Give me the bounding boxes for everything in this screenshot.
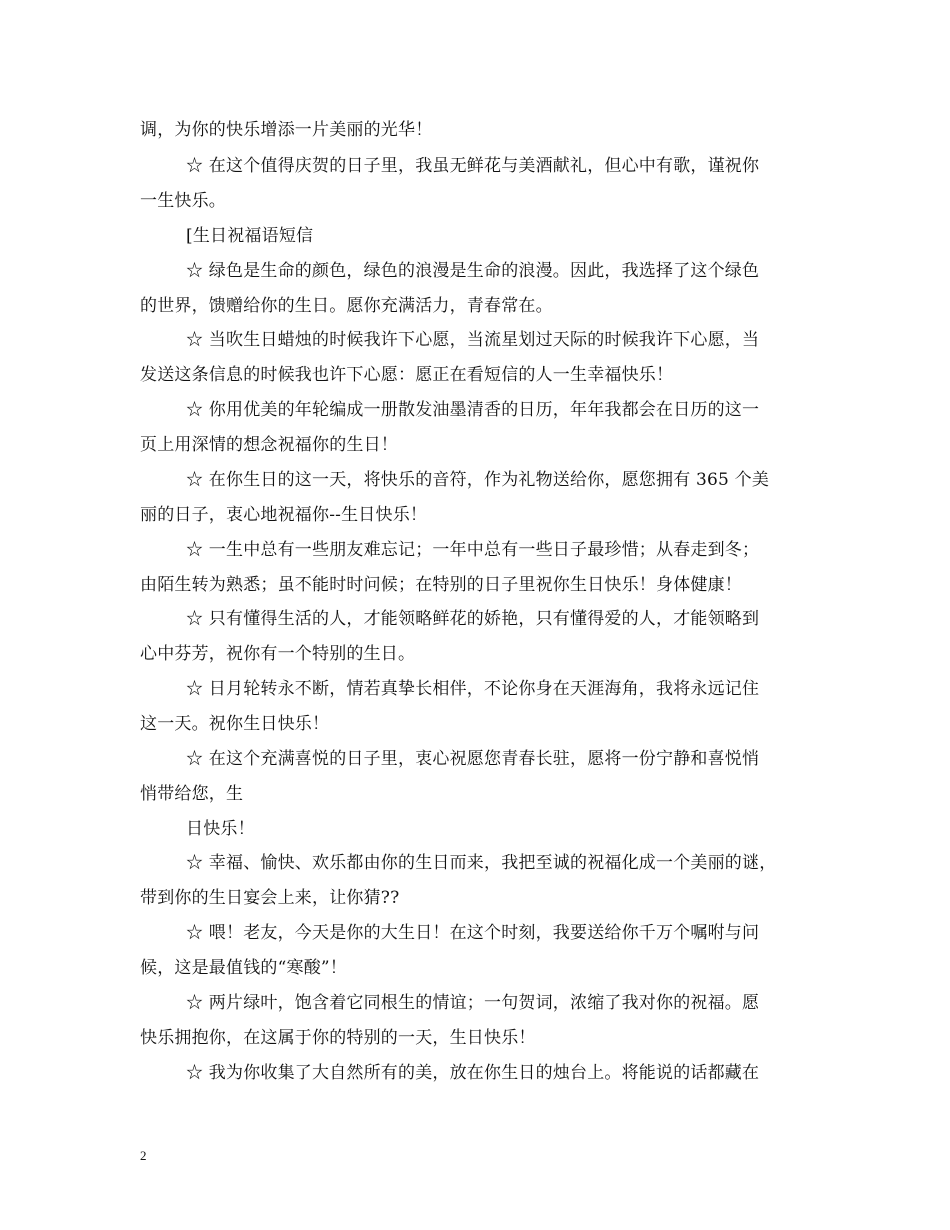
text-line: ☆ 在你生日的这一天，将快乐的音符，作为礼物送给你，愿您拥有 365 个美 xyxy=(186,470,770,490)
text-line: 一生快乐。 xyxy=(140,191,226,211)
text-line: ☆ 你用优美的年轮编成一册散发油墨清香的日历，年年我都会在日历的这一 xyxy=(186,400,760,420)
text-line: 快乐拥抱你，在这属于你的特别的一天，生日快乐！ xyxy=(140,1028,536,1048)
text-line: 调，为你的快乐增添一片美丽的光华！ xyxy=(140,120,433,140)
text-line: 的世界，馈赠给你的生日。愿你充满活力，青春常在。 xyxy=(140,296,553,316)
text-line: 心中芬芳，祝你有一个特别的生日。 xyxy=(140,644,416,664)
text-line: ☆ 我为你收集了大自然所有的美，放在你生日的烛台上。将能说的话都藏在 xyxy=(186,1063,760,1083)
text-line: 页上用深情的想念祝福你的生日！ xyxy=(140,435,398,455)
text-line: 由陌生转为熟悉；虽不能时时问候；在特别的日子里祝你生日快乐！身体健康！ xyxy=(140,575,742,595)
text-line: 候，这是最值钱的“寒酸”！ xyxy=(140,958,347,978)
text-line: ☆ 一生中总有一些朋友难忘记；一年中总有一些日子最珍惜；从春走到冬； xyxy=(186,540,760,560)
section-heading: [生日祝福语短信 xyxy=(186,226,314,246)
text-line: ☆ 两片绿叶，饱含着它同根生的情谊；一句贺词，浓缩了我对你的祝福。愿 xyxy=(186,993,760,1013)
text-line: 这一天。祝你生日快乐！ xyxy=(140,714,330,734)
text-line: ☆ 幸福、愉快、欢乐都由你的生日而来，我把至诚的祝福化成一个美丽的谜， xyxy=(186,853,777,873)
text-line: 丽的日子，衷心地祝福你--生日快乐！ xyxy=(140,505,428,525)
text-line: ☆ 绿色是生命的颜色，绿色的浪漫是生命的浪漫。因此，我选择了这个绿色 xyxy=(186,261,760,281)
text-line: ☆ 当吹生日蜡烛的时候我许下心愿，当流星划过天际的时候我许下心愿，当 xyxy=(186,330,760,350)
text-line: 带到你的生日宴会上来，让你猜?? xyxy=(140,888,400,908)
text-line: 发送这条信息的时候我也许下心愿：愿正在看短信的人一生幸福快乐！ xyxy=(140,365,674,385)
text-line: ☆ 喂！老友，今天是你的大生日！在这个时刻，我要送给你千万个嘱咐与问 xyxy=(186,923,760,943)
text-line: ☆ 在这个充满喜悦的日子里，衷心祝愿您青春长驻，愿将一份宁静和喜悦悄 xyxy=(186,749,760,769)
text-line: ☆ 在这个值得庆贺的日子里，我虽无鲜花与美酒献礼，但心中有歌，谨祝你 xyxy=(186,156,760,176)
text-line: 日快乐！ xyxy=(186,819,255,839)
text-line: ☆ 只有懂得生活的人，才能领略鲜花的娇艳，只有懂得爱的人，才能领略到 xyxy=(186,609,760,629)
text-line: 悄带给您，生 xyxy=(140,784,244,804)
text-line: ☆ 日月轮转永不断，情若真挚长相伴，不论你身在天涯海角，我将永远记住 xyxy=(186,679,760,699)
page-number: 2 xyxy=(140,1148,147,1163)
